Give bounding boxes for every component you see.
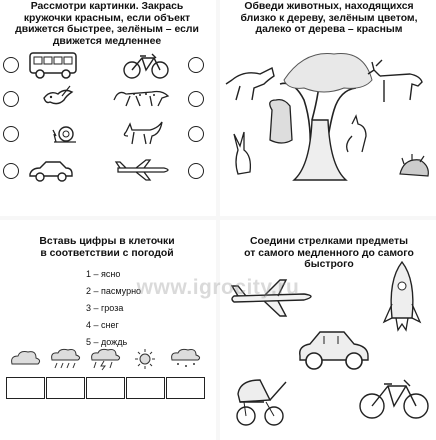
title-line: Обведи животных, находящихся <box>244 1 414 12</box>
car-icon <box>28 158 74 184</box>
bus-icon <box>28 50 80 80</box>
vertical-divider <box>216 0 220 440</box>
sun-icon <box>130 348 160 370</box>
watermark: www.igrocity.ru <box>136 276 300 299</box>
answer-cells-row <box>6 377 206 399</box>
color-circle[interactable] <box>188 126 204 142</box>
animals-tree-illustration <box>224 40 434 200</box>
title-line: Рассмотри картинки. Закрась <box>30 1 184 12</box>
exercise-speed-circles <box>0 0 214 214</box>
exercise-animals-tree <box>222 0 436 214</box>
cloud-icon <box>8 348 42 370</box>
title-line: от самого медленного до самого <box>244 247 414 259</box>
legend-item: 2 – пасмурно <box>86 286 142 296</box>
thunderstorm-icon <box>88 348 122 370</box>
airplane-icon <box>114 158 174 184</box>
color-circle[interactable] <box>3 91 19 107</box>
bicycle-icon <box>122 52 170 80</box>
title-line: быстрого <box>304 259 354 270</box>
title-line: Соедини стрелками предметы <box>250 236 408 247</box>
answer-cell[interactable] <box>166 377 205 399</box>
wolf-icon <box>226 68 274 100</box>
cloud-snow-icon <box>168 348 202 370</box>
rabbit-icon <box>234 132 250 174</box>
color-circle[interactable] <box>188 57 204 73</box>
fox-icon <box>347 116 366 152</box>
bear-icon <box>270 100 292 143</box>
title-line: кружочки красным, если объект <box>23 12 191 24</box>
color-circle[interactable] <box>188 91 204 107</box>
legend-item: 5 – дождь <box>86 337 128 347</box>
answer-cell[interactable] <box>6 377 45 399</box>
snail-icon <box>52 124 78 146</box>
exercise-slowest-fastest <box>222 222 436 440</box>
cheetah-icon <box>112 86 172 110</box>
title-line: движется медленнее <box>52 35 162 47</box>
color-circle[interactable] <box>3 163 19 179</box>
color-circle[interactable] <box>3 126 19 142</box>
title-line: далеко от дерева – красным <box>255 24 403 35</box>
moose-icon <box>368 60 422 102</box>
legend-item: 4 – снег <box>86 320 119 330</box>
baby-stroller-icon <box>230 372 296 430</box>
color-circle[interactable] <box>3 57 19 73</box>
title-line: движется быстрее, зелёным – если <box>15 24 199 35</box>
exercise-1-title <box>0 1 214 47</box>
exercise-3-title <box>0 236 214 259</box>
exercise-2-title <box>222 1 436 36</box>
fox-icon <box>120 120 164 148</box>
color-circle[interactable] <box>188 163 204 179</box>
answer-cell[interactable] <box>46 377 85 399</box>
title-line: близко к дереву, зелёным цветом, <box>240 12 418 24</box>
hedgehog-icon <box>400 154 428 176</box>
title-line: Вставь цифры в клеточки <box>39 236 175 247</box>
toy-car-icon <box>294 326 374 372</box>
legend-item: 3 – гроза <box>86 303 124 313</box>
title-line: в соответствии с погодой <box>40 247 174 259</box>
legend-item: 1 – ясно <box>86 269 121 279</box>
bird-icon <box>40 84 76 112</box>
bicycle-icon <box>358 374 430 422</box>
answer-cell[interactable] <box>86 377 125 399</box>
cloud-rain-icon <box>48 348 82 370</box>
answer-cell[interactable] <box>126 377 165 399</box>
tree-icon <box>280 54 372 180</box>
rocket-icon <box>382 260 422 340</box>
weather-icons-row <box>6 348 206 370</box>
